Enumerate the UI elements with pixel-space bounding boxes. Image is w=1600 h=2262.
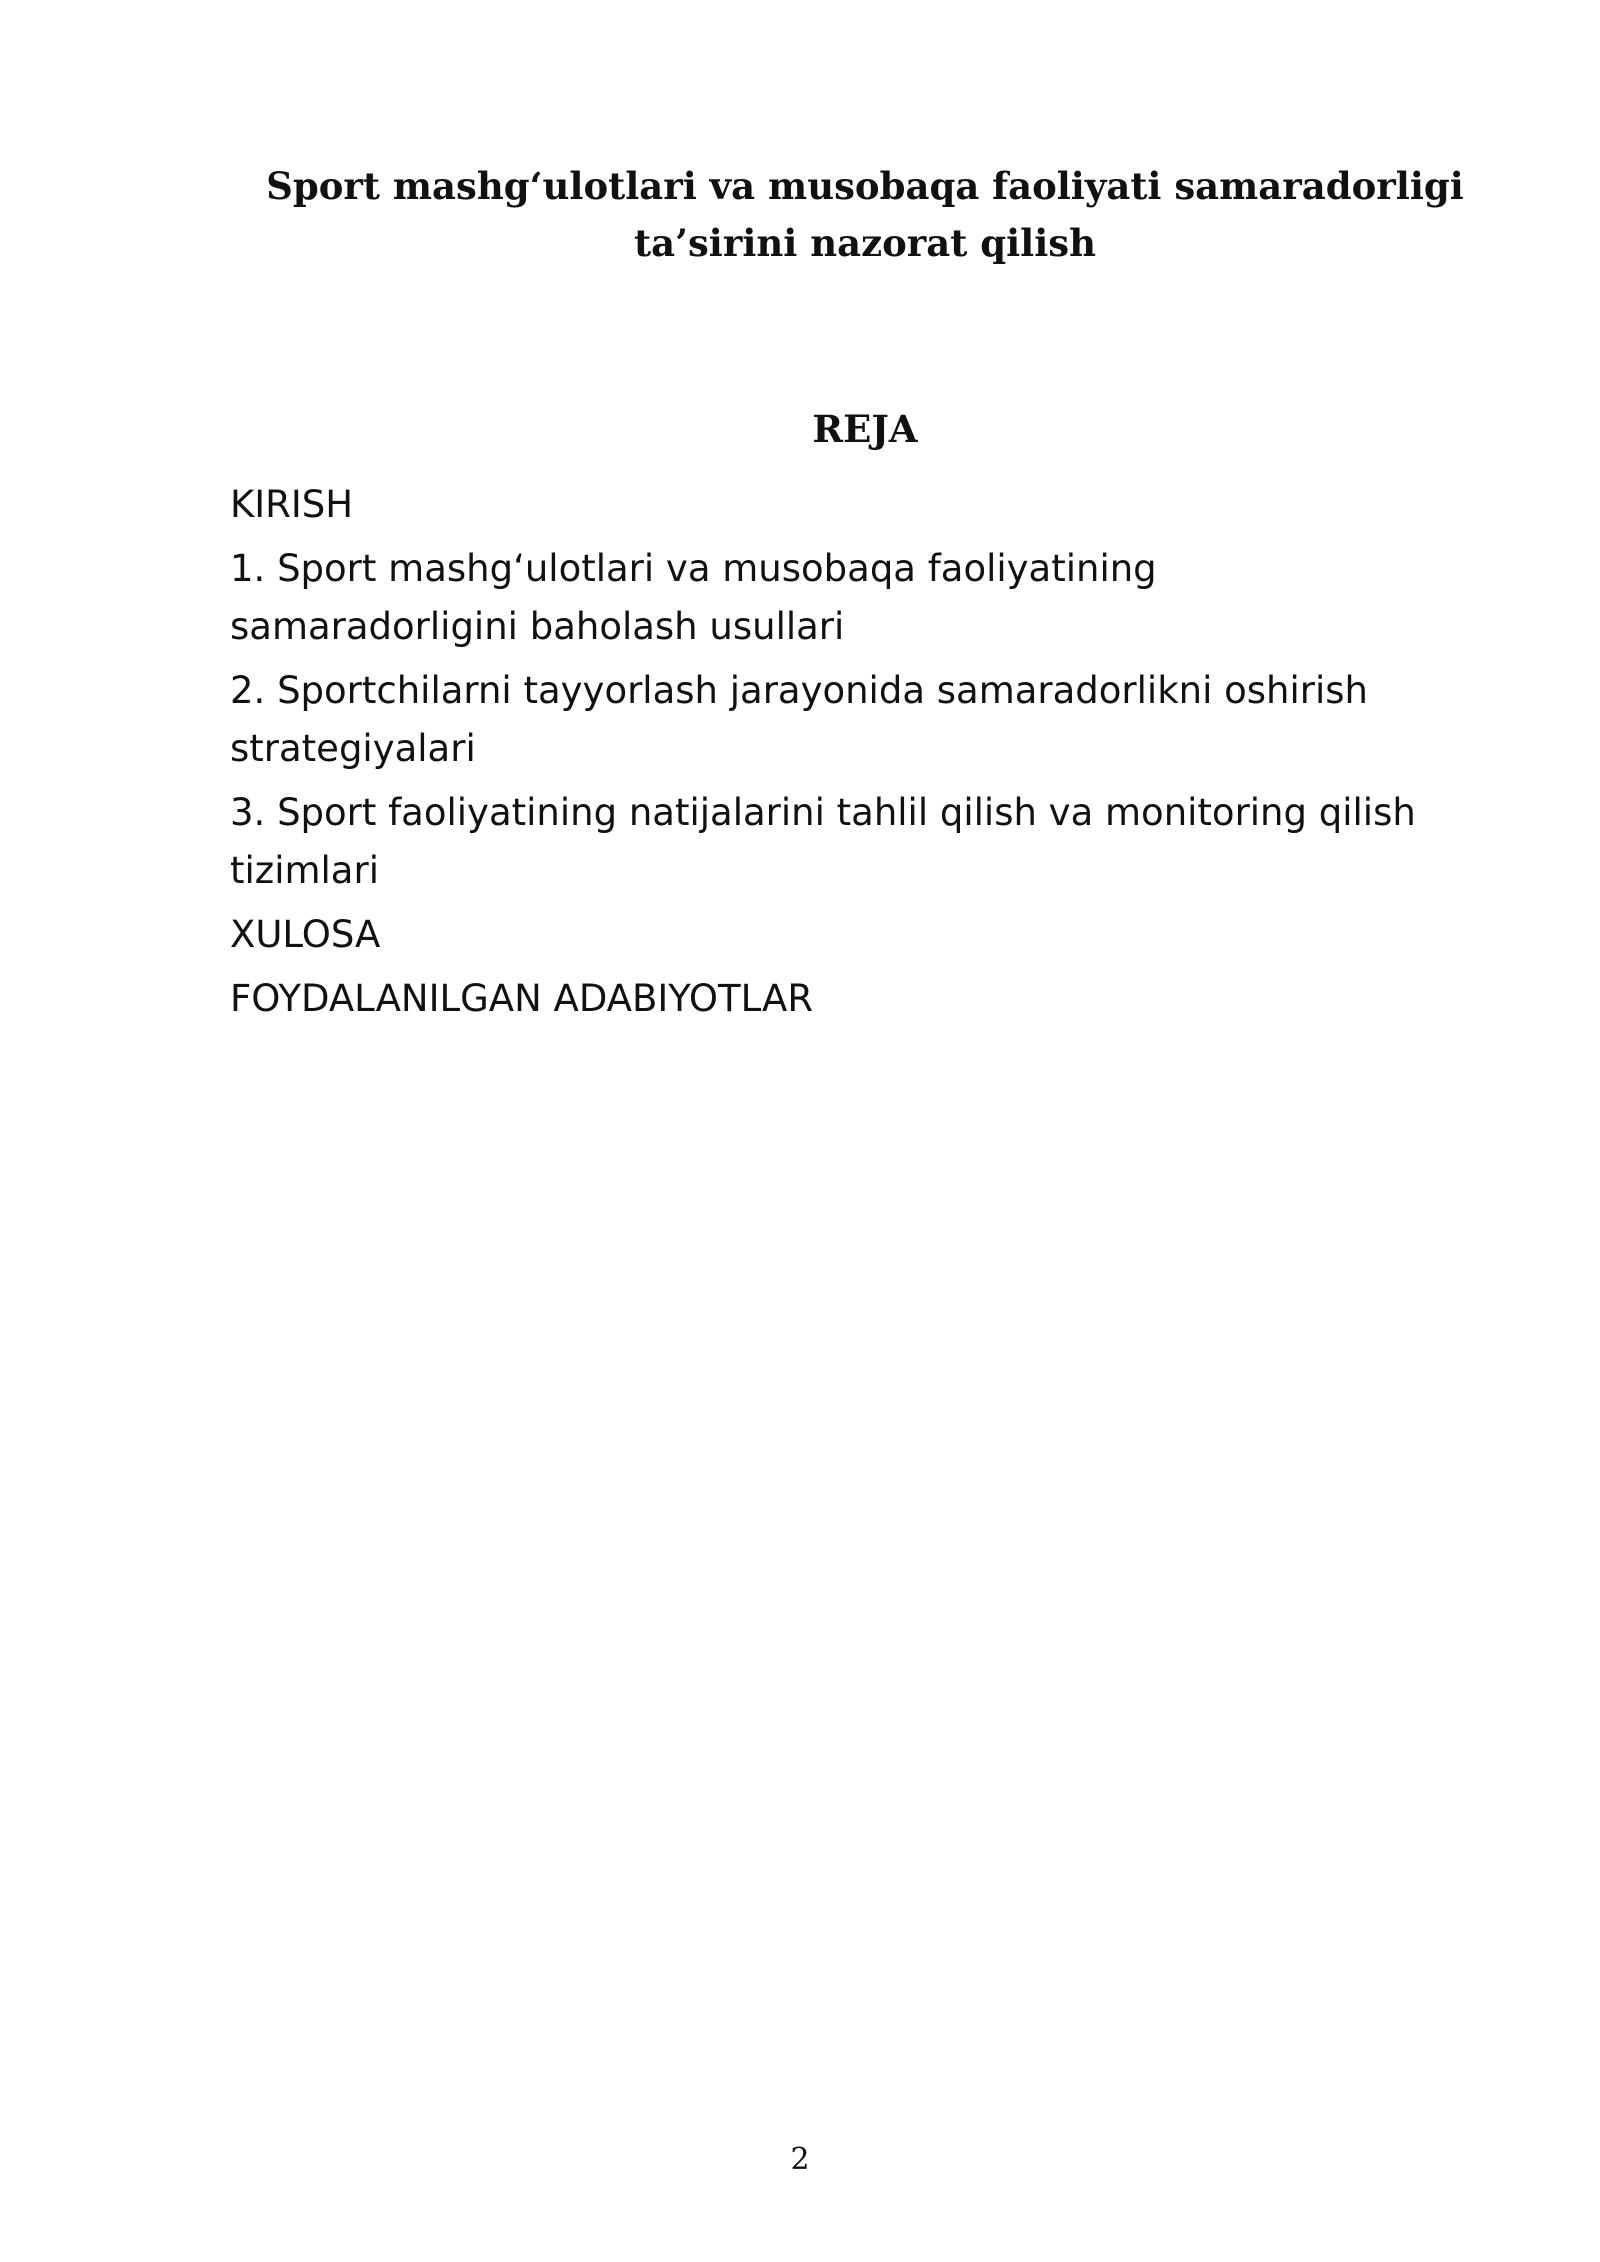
plan-item-line: KIRISH [230,483,354,526]
plan-item-line: XULOSA [230,913,381,956]
plan-item-conclusion [230,906,1530,964]
document-title-line-2: ta’sirini nazorat qilish [634,221,1096,265]
plan-item-line: samaradorligini baholash usullari [230,605,845,648]
page-number: 2 [790,2142,810,2177]
plan-heading: REJA [812,407,918,451]
plan-item-line: 3. Sport faoliyatining natijalarini tahlil qilish va monitoring qilish [230,791,1416,834]
document-title-line-1: Sport mashg‘ulotlari va musobaqa faoliyati samaradorligi [266,164,1464,208]
plan-item-line: 1. Sport mashg‘ulotlari va musobaqa faoliyatining [230,547,1157,590]
plan-item-line: strategiyalari [230,727,476,770]
plan-item-1 [230,540,1530,656]
plan-item-2 [230,662,1530,778]
plan-item-line: FOYDALANILGAN ADABIYOTLAR [230,977,814,1020]
plan-list [230,476,1530,1034]
document-title [230,158,1500,272]
plan-item-line: tizimlari [230,849,379,892]
plan-item-3 [230,784,1530,900]
plan-item-introduction [230,476,1530,534]
plan-item-line: 2. Sportchilarni tayyorlash jarayonida samaradorlikni oshirish [230,669,1368,712]
plan-item-references [230,970,1530,1028]
